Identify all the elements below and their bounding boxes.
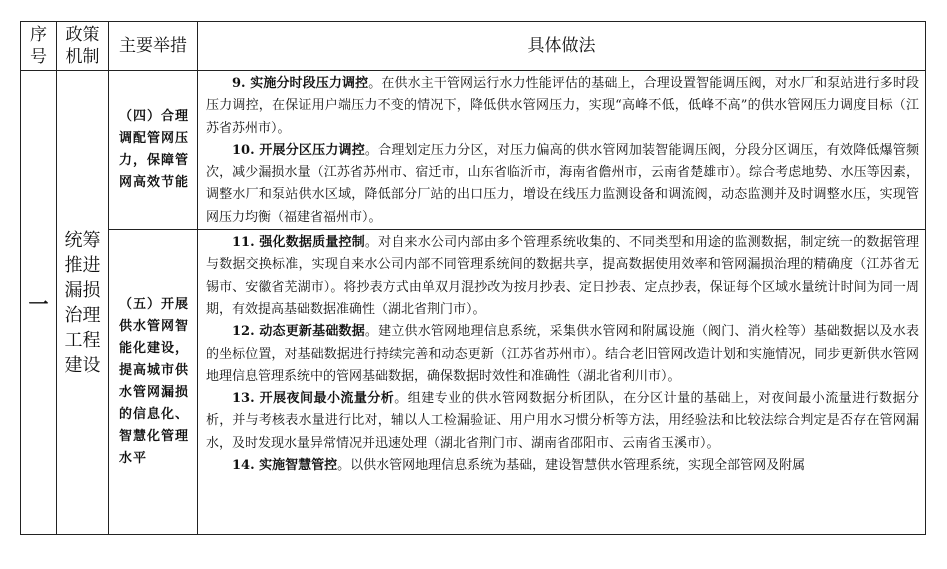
practice-item-title: 14. 实施智慧管控 — [232, 458, 338, 474]
header-seq: 序 号 — [21, 22, 57, 71]
practice-item-body: 。合理划定压力分区，对压力偏高的供水管网加装智能调压阀，分段分区调压，有效降低爆管频次，减少漏损水量（江苏省苏州市、宿迁市，山东省临沂市，海南省儋州市，云南省楚雄市）。综合考虑地势、水压等因素，调整水厂和泵站供水区域，降低部分厂站的出口压力，增设在线压力监测设备和调流阀，动态监测并及时调整水压，实现管网压力均衡（福建省福州市）。 — [206, 142, 919, 225]
practice-cell — [198, 71, 926, 230]
header-practice: 具体做法 — [198, 22, 926, 71]
table-row — [21, 230, 926, 535]
policy-table — [20, 21, 926, 535]
practice-item — [206, 388, 919, 455]
practice-item-body: 。在供水主干管网运行水力性能评估的基础上，合理设置智能调压阀，对水厂和泵站进行多时段压力调控，在保证用户端压力不变的情况下，降低供水管网压力，实现“高峰不低，低峰不高”的供水管网压力调度目标（江苏省苏州市）。 — [206, 76, 919, 136]
header-row — [21, 22, 926, 71]
practice-item-title: 9. 实施分时段压力调控 — [232, 76, 369, 91]
practice-item — [206, 321, 919, 388]
practice-item-title: 10. 开展分区压力调控 — [232, 142, 365, 158]
practice-item — [206, 232, 919, 321]
practice-item-title: 13. 开展夜间最小流量分析 — [232, 391, 395, 407]
practice-item-body: 。对自来水公司内部由多个管理系统收集的、不同类型和用途的监测数据，制定统一的数据管理与数据交换标准，实现自来水公司内部不同管理系统间的数据共享，提高数据使用效率和管网漏损治理的精确度（江苏省无锡市、安徽省芜湖市）。将抄表方式由单双月混抄改为按月抄表、定日抄表、定点抄表，保证每个区域水量统计时间为同一周期，有效提高基础数据准确性（湖北省荆门市）。 — [206, 235, 919, 317]
header-mechanism: 政策 机制 — [57, 22, 109, 71]
practice-item-title: 12. 动态更新基础数据 — [232, 324, 365, 340]
practice-item-body: 。组建专业的供水管网数据分析团队，在分区计量的基础上，对夜间最小流量进行数据分析，并与考核表水量进行比对，辅以人工检漏验证、用户用水习惯分析等方法，用经验法和比较法综合判定是否存在管网漏水，及时发现水量异常情况并迅速处理（湖北省荆门市、湖南省邵阳市、云南省玉溪市）。 — [206, 391, 919, 451]
header-measures: 主要举措 — [109, 22, 198, 71]
practice-item — [206, 140, 919, 229]
section-mechanism: 统筹 推进 漏损 治理 工程 建设 — [57, 71, 109, 535]
practice-item-body: 。建立供水管网地理信息系统，采集供水管网和附属设施（阀门、消火栓等）基础数据以及水表的坐标位置，对基础数据进行持续完善和动态更新（江苏省苏州市）。结合老旧管网改造计划和实施情况，同步更新供水管网地理信息管理系统中的管网基础数据，确保数据时效性和准确性（湖北省利川市）。 — [206, 324, 919, 384]
table-row — [21, 71, 926, 230]
measure-cell: （五）开展供水管网智能化建设，提高城市供水管网漏损的信息化、智慧化管理水平 — [109, 230, 198, 535]
practice-item — [206, 73, 919, 140]
practice-item — [206, 455, 919, 477]
measure-cell: （四）合理调配管网压力，保障管网高效节能 — [109, 71, 198, 230]
practice-cell — [198, 230, 926, 535]
section-seq: 一 — [21, 71, 57, 535]
practice-item-title: 11. 强化数据质量控制 — [232, 235, 365, 251]
practice-item-body: 。以供水管网地理信息系统为基础，建设智慧供水管理系统，实现全部管网及附属 — [337, 458, 806, 474]
